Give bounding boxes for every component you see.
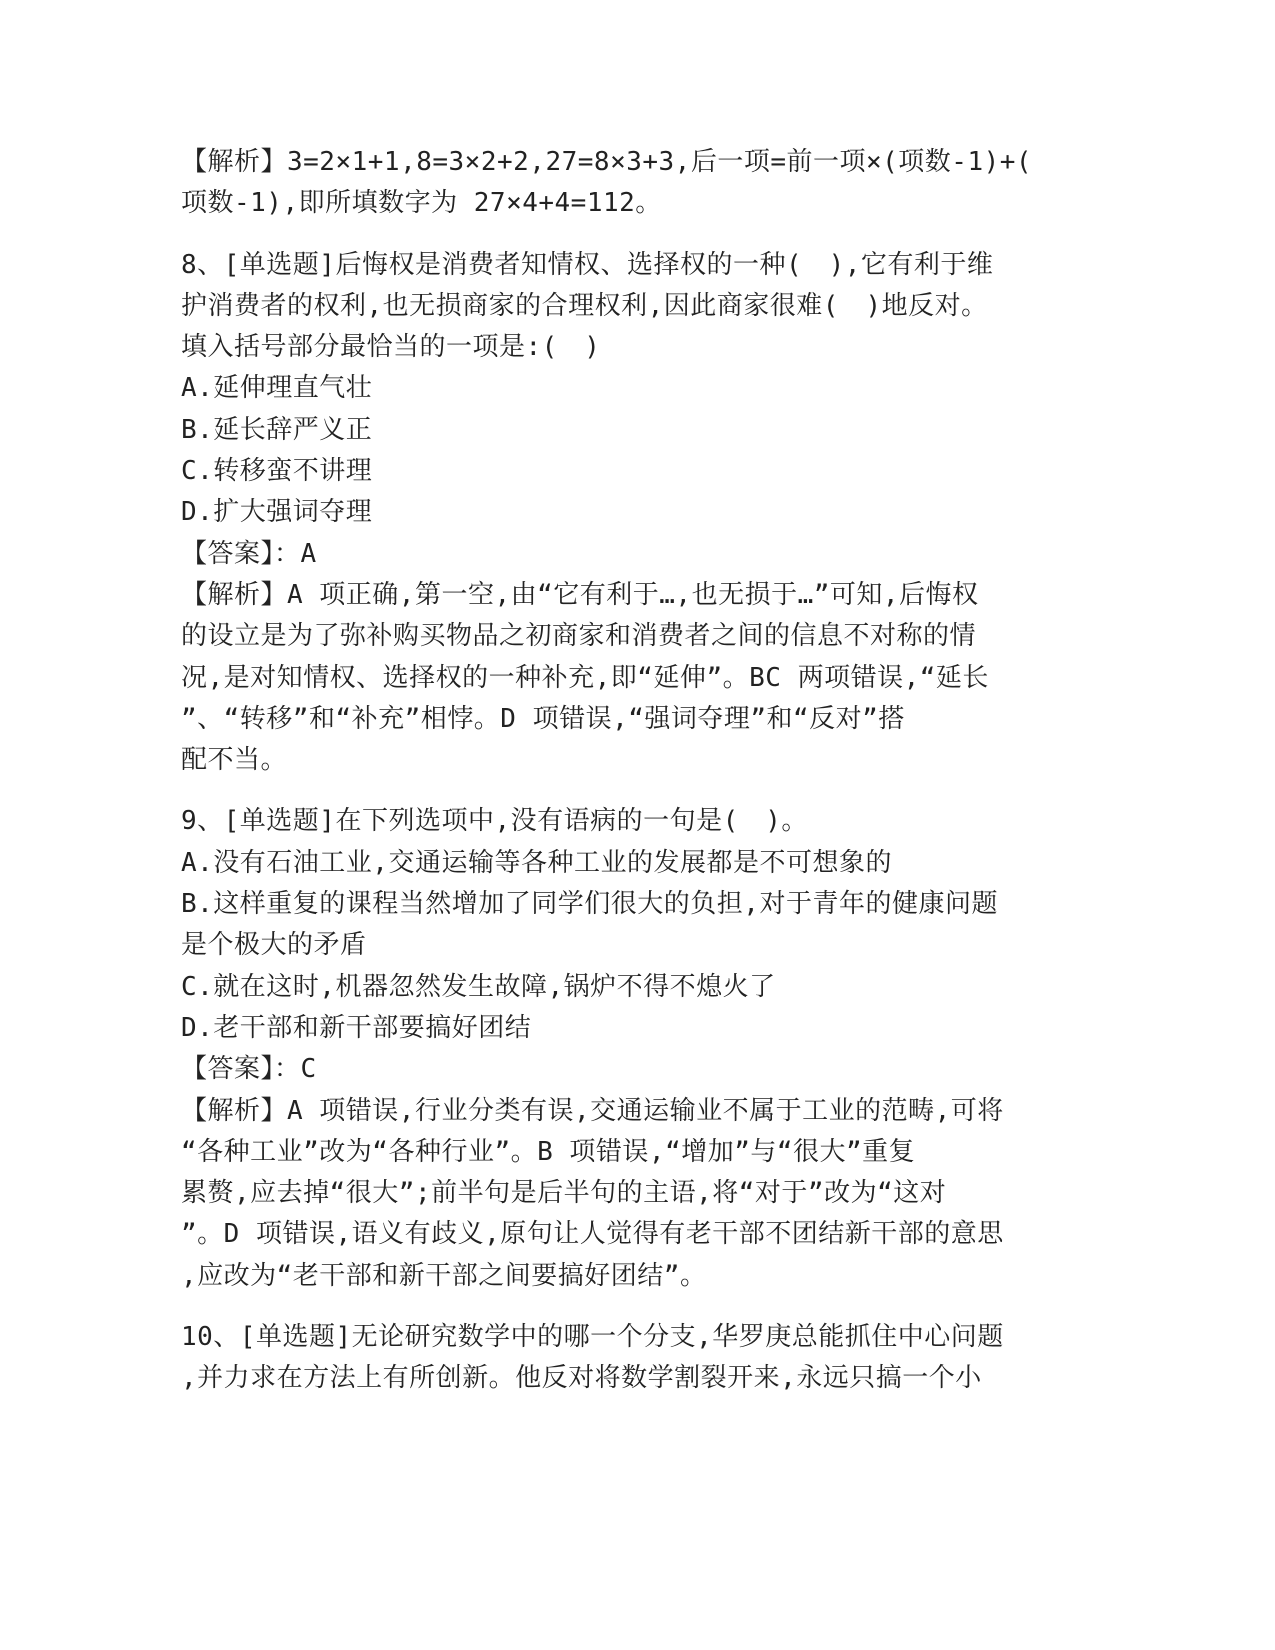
option-b: B.这样重复的课程当然增加了同学们很大的负担,对于青年的健康问题 — [181, 889, 998, 920]
q7-analysis-block — [181, 142, 1081, 225]
question-stem-line: 填入括号部分最恰当的一项是:( ) — [181, 332, 601, 363]
analysis-line: ”。D 项错误,语义有歧义,原句让人觉得有老干部不团结新干部的意思 — [181, 1219, 1004, 1250]
analysis-line: 况,是对知情权、选择权的一种补充,即“延伸”。BC 两项错误,“延长 — [181, 662, 989, 693]
option-d: D.老干部和新干部要搞好团结 — [181, 1012, 532, 1043]
option-b: B.延长辞严义正 — [181, 414, 373, 445]
question-9-block — [181, 801, 1081, 1297]
question-8-block — [181, 245, 1081, 782]
answer-line: 【答案】：C — [181, 1054, 317, 1085]
option-a: A.延伸理直气壮 — [181, 373, 373, 404]
question-stem-line: 8、[单选题]后悔权是消费者知情权、选择权的一种( ),它有利于维 — [181, 249, 994, 280]
question-stem-line: 10、[单选题]无论研究数学中的哪一个分支,华罗庚总能抓住中心问题 — [181, 1322, 1004, 1353]
analysis-line: 【解析】A 项正确,第一空,由“它有利于…,也无损于…”可知,后悔权 — [181, 579, 979, 610]
option-b-continued: 是个极大的矛盾 — [181, 930, 367, 961]
analysis-line: 配不当。 — [181, 745, 288, 776]
option-c: C.转移蛮不讲理 — [181, 456, 373, 487]
document-page — [181, 142, 1081, 1420]
question-stem-line: ,并力求在方法上有所创新。他反对将数学割裂开来,永远只搞一个小 — [181, 1363, 982, 1394]
option-a: A.没有石油工业,交通运输等各种工业的发展都是不可想象的 — [181, 847, 892, 878]
analysis-line: “各种工业”改为“各种行业”。B 项错误,“增加”与“很大”重复 — [181, 1136, 916, 1167]
analysis-line: 累赘,应去掉“很大”;前半句是后半句的主语,将“对于”改为“这对 — [181, 1178, 947, 1209]
option-d: D.扩大强词夺理 — [181, 497, 373, 528]
analysis-line: ”、“转移”和“补充”相悖。D 项错误,“强词夺理”和“反对”搭 — [181, 703, 905, 734]
option-c: C.就在这时,机器忽然发生故障,锅炉不得不熄火了 — [181, 971, 776, 1002]
question-10-block — [181, 1317, 1081, 1400]
text-line: 项数-1),即所填数字为 27×4+4=112。 — [181, 188, 662, 219]
analysis-line: ,应改为“老干部和新干部之间要搞好团结”。 — [181, 1260, 707, 1291]
answer-line: 【答案】：A — [181, 538, 317, 569]
question-stem-line: 护消费者的权利,也无损商家的合理权利,因此商家很难( )地反对。 — [181, 290, 988, 321]
analysis-line: 的设立是为了弥补购买物品之初商家和消费者之间的信息不对称的情 — [181, 621, 977, 652]
analysis-line: 【解析】A 项错误,行业分类有误,交通运输业不属于工业的范畴,可将 — [181, 1095, 1004, 1126]
question-stem-line: 9、[单选题]在下列选项中,没有语病的一句是( )。 — [181, 806, 808, 837]
text-line: 【解析】3=2×1+1,8=3×2+2,27=8×3+3,后一项=前一项×(项数-1)+( — [181, 147, 1033, 177]
